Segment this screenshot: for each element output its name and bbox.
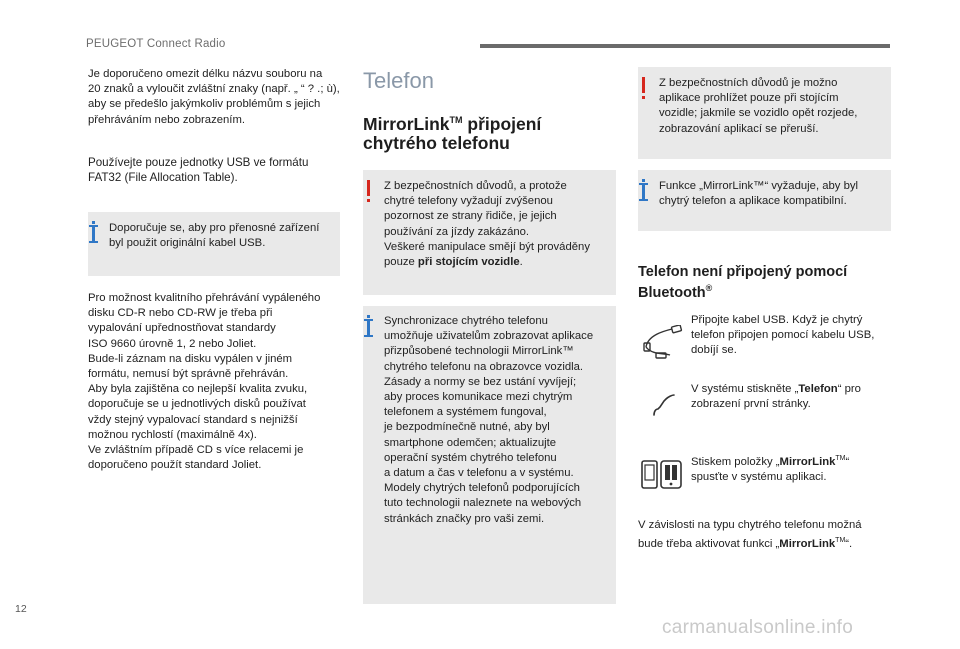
cd-burning-note: Pro možnost kvalitního přehrávání vypáleného disku CD-R nebo CD-RW je třeba při vypalování upřednostňovat standardy ISO 9660 úrovně 1, 2 nebo Joliet. Bude-li záznam na disku vypálen v jiném formátu, nemusí být správně přehráván. Aby byla zajištěna co nejlepší kvalita zvuku, doporučuje se u jednotlivých disků používat vždy stejný vypalovací standard s nejnižší možnou rychlostí (maximálně 4x). Ve zvláštním případě CD s více relacemi je doporučeno použít standard Joliet. [88,292,321,472]
warning-box-stationary-text: Z bezpečnostních důvodů je možno aplikace prohlížet pouze při stojícím vozidle; jakmile se vozidlo opět rozjede, zobrazování aplikací se přeruší. [659,77,858,135]
phone-handset-icon [650,391,678,419]
mirrorlink-heading-a: MirrorLink [363,113,450,134]
warning-icon [642,77,645,93]
usb-cable-icon [642,325,686,363]
filename-note: Je doporučeno omezit délku názvu souboru na 20 znaků a vyloučit zvláštní znaky (např. „ “ ? .; ù), aby se předešlo jakýmkoliv problémům s jejich přehráváním nebo zobrazením. [88,68,340,126]
mirrorlink-heading [363,111,541,153]
info-box-sync-text: Synchronizace chytrého telefonu umožňuje uživatelům zobrazovat aplikace přizpůsobené technologii MirrorLink™ chytrého telefonu na obrazovce vozidla. Zásady a normy se bez ustání vyvíjejí; aby proces komunikace mezi chytrým telefonem a systémem fungoval, je bezpodmínečně nutné, aby byl smartphone odemčen; aktualizujte operační systém chytrého telefonu a datum a čas v telefonu a v systému. Modely chytrých telefonů podporujících tuto technologii naleznete na webových stránkách značky pro vaši zemi. [384,315,594,525]
info-box-compatibility [638,170,891,231]
bluetooth-heading-line2: Bluetooth [638,284,706,301]
info-icon [367,319,370,335]
bluetooth-heading-line1: Telefon není připojený pomocí [638,264,848,280]
info-box-cable-text: Doporučuje se, aby pro přenosné zařízení byl použit originální kabel USB. [109,222,320,250]
mirrorlink-heading-line2: chytrého telefonu [363,132,510,153]
usb-format-note: Používejte pouze jednotky USB ve formátu FAT32 (File Allocation Table). [88,156,309,185]
warning-box-driving-text: Z bezpečnostních důvodů, a protože chytré telefony vyžadují zvýšenou pozornost ze strany řidiče, je jejich používání za jízdy zakázáno. Veškeré manipulace smějí být prováděny pouze při stojícím vozidle. [384,180,590,269]
header-rule [480,44,890,48]
mirrorlink-icon [641,458,685,494]
mirrorlink-heading-tm: TM [449,115,463,125]
info-box-cable [88,212,340,276]
header-title: PEUGEOT Connect Radio [86,38,226,50]
info-icon [92,225,95,241]
watermark: carmanualsonline.info [662,617,854,638]
bluetooth-heading [638,265,847,301]
page-number: 12 [15,603,27,615]
step-1-text: Připojte kabel USB. Když je chytrý telefon připojen pomocí kabelu USB, dobíjí se. [691,314,875,357]
mirrorlink-heading-b: připojení [462,113,542,134]
warning-icon [367,180,370,196]
step-3-text: Stiskem položky „MirrorLink™“ spusťte v systému aplikaci. [691,455,850,483]
section-title: Telefon [363,68,434,93]
info-box-compatibility-text: Funkce „MirrorLink™“ vyžaduje, aby byl chytrý telefon a aplikace kompatibilní. [659,180,859,208]
activation-note: V závislosti na typu chytrého telefonu možná bude třeba aktivovat funkci „MirrorLink™“. [638,519,862,550]
step-2-text: V systému stiskněte „Telefon“ pro zobrazení první stránky. [691,383,861,411]
bluetooth-heading-reg: ® [705,282,713,293]
info-icon [642,183,645,199]
warning-box-driving [363,170,616,295]
info-box-sync [363,306,616,604]
warning-box-stationary [638,67,891,159]
